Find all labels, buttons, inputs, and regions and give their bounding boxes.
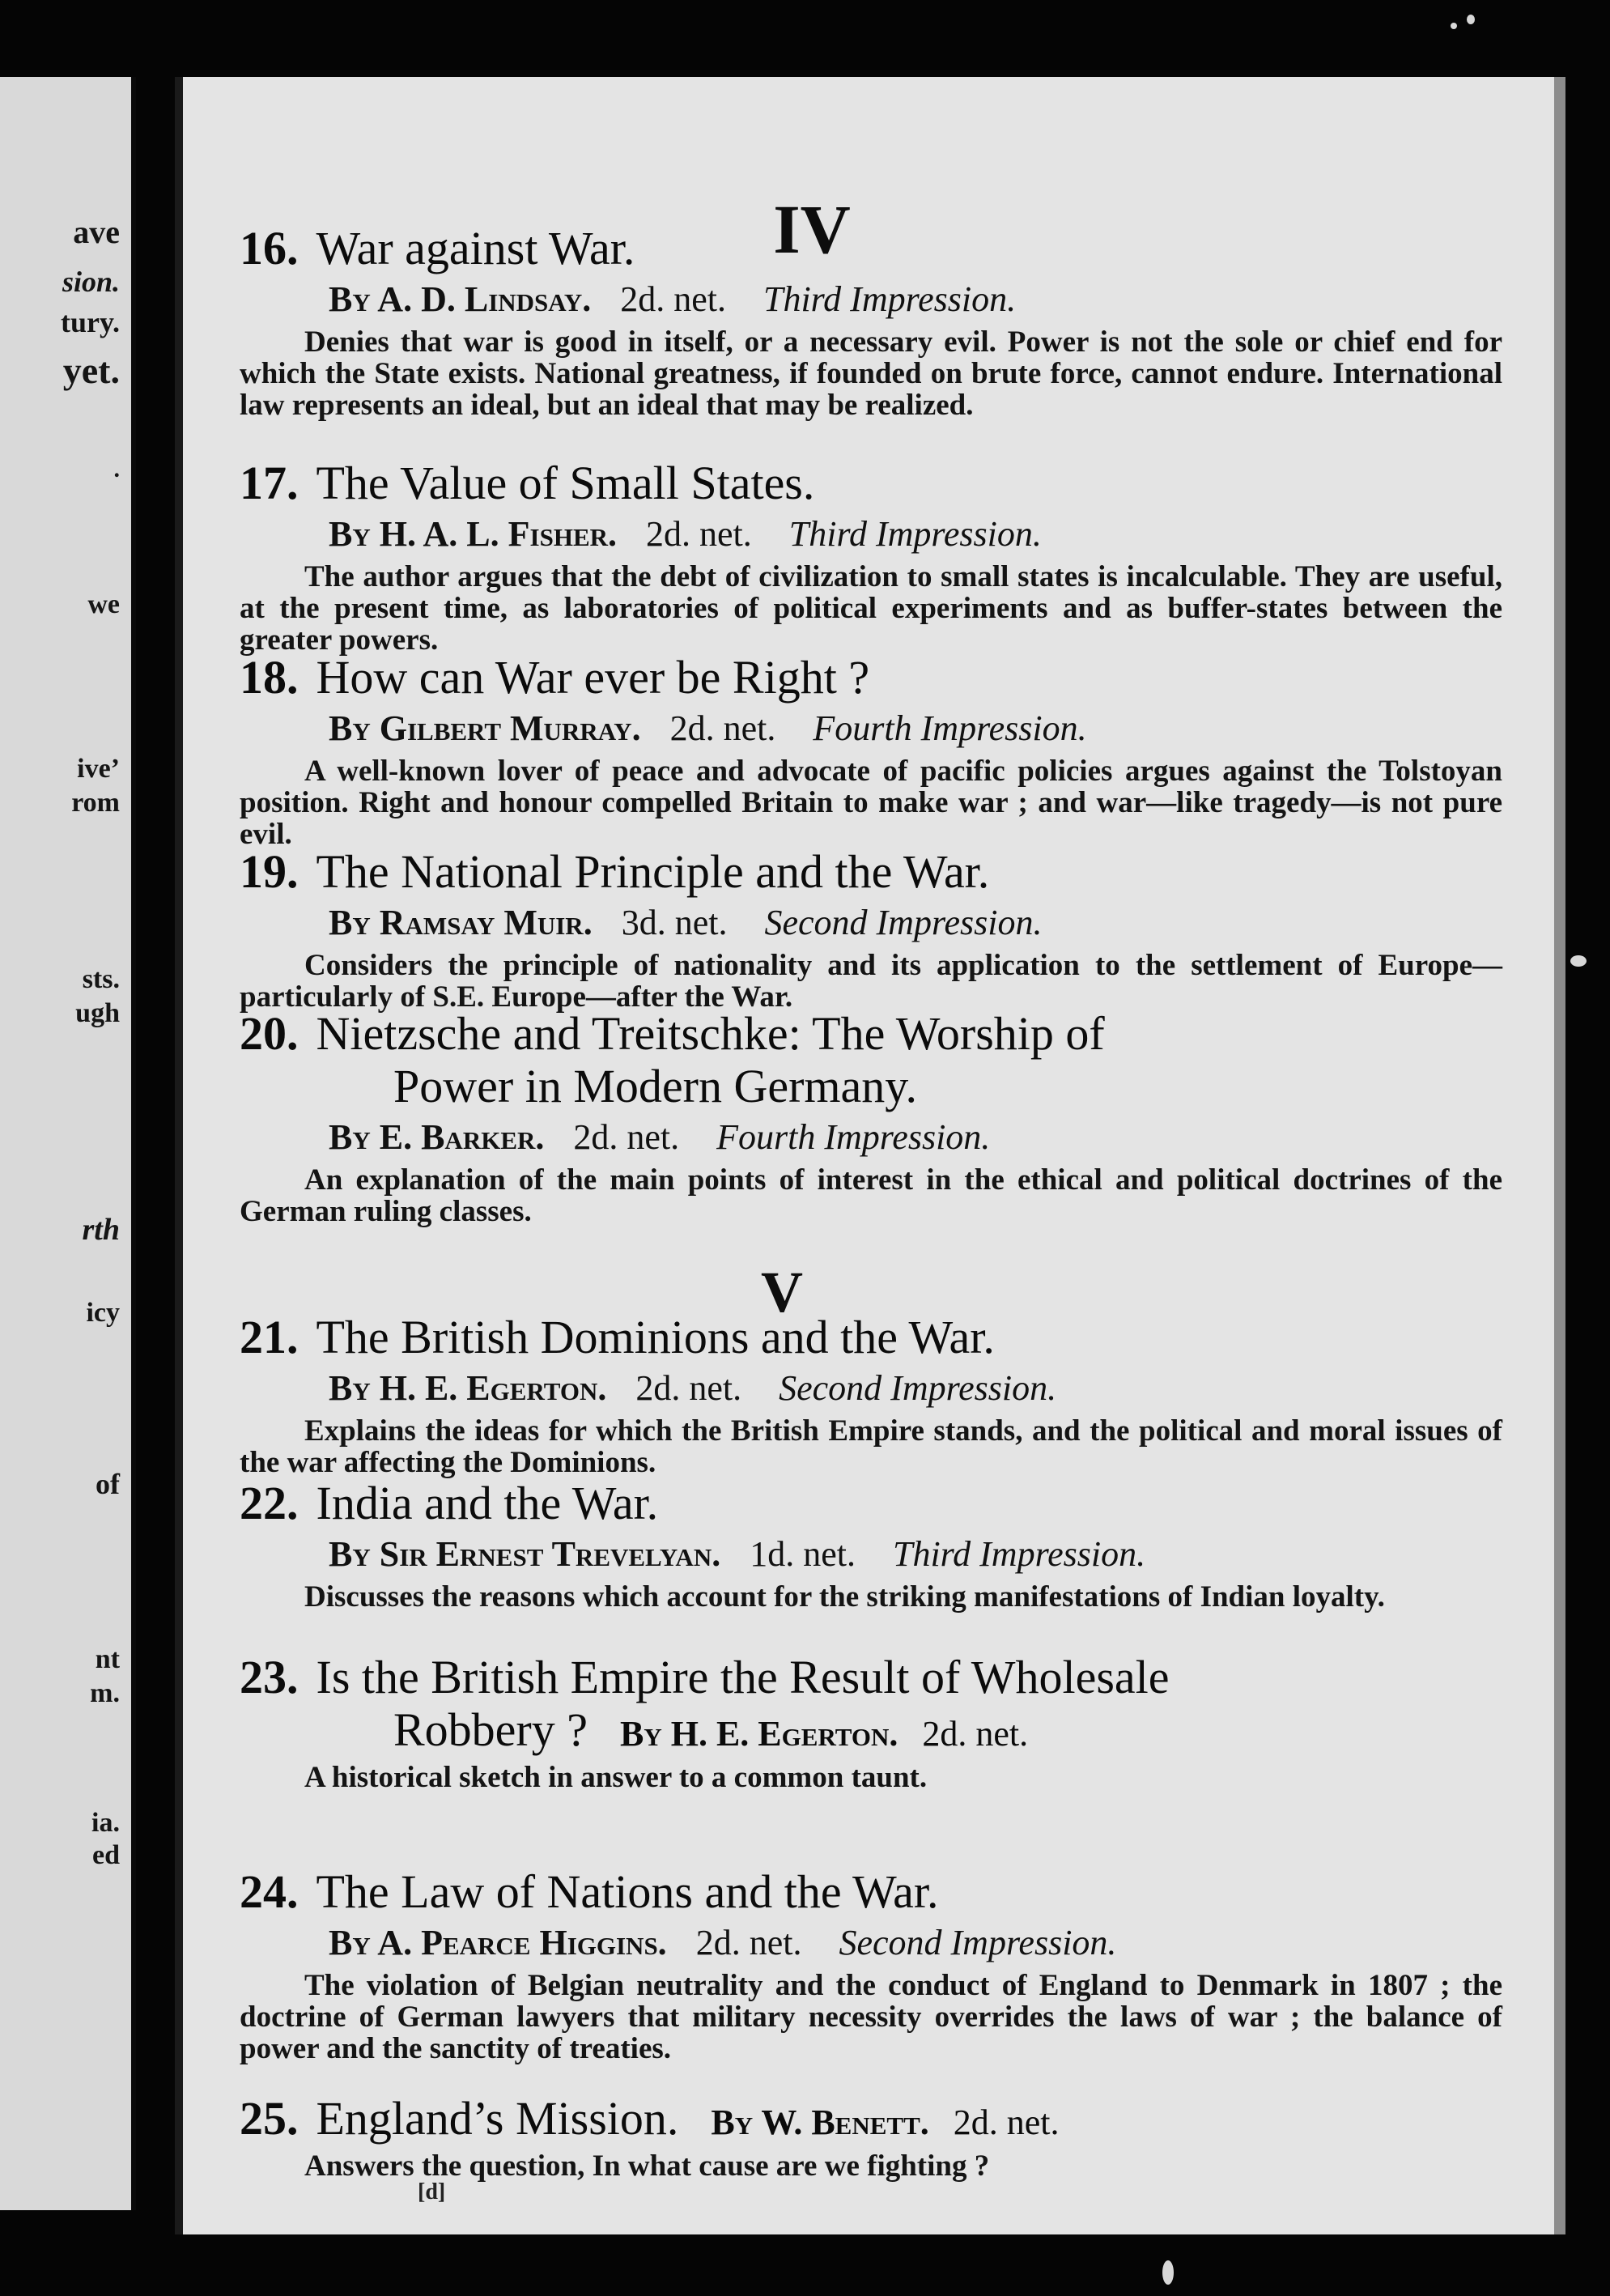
left-page-text: ave [73,214,120,250]
left-page-text: ugh [75,998,120,1028]
left-page-text: tury. [60,306,120,338]
catalogue-entry-24 [240,1866,1502,2064]
entry-impression: Second Impression. [839,1922,1117,1962]
entry-description: A historical sketch in answer to a common taunt. [304,1760,928,1794]
entry-title-text: The Law of Nations and the War. [316,1865,939,1918]
left-page-text: rom [71,788,120,818]
entry-byline [240,278,1502,321]
entry-description: Explains the ideas for which the British Empire stands, and the political and moral issues of the war affecting the Dominions. [240,1414,1502,1479]
entry-title [240,457,1502,510]
entry-title-text: India and the War. [316,1477,659,1529]
entry-description: The author argues that the debt of civilization to small states is incalculable. They are useful, at the present time, as laboratories of political experiments and as buffer-states between the greater powers. [240,559,1502,657]
entry-title-text: The Value of Small States. [316,457,815,509]
entry-title [240,1312,1502,1364]
entry-title [240,1866,1502,1919]
dust-speck [1451,23,1457,29]
catalogue-page [175,77,1565,2234]
left-page-fragment [0,77,136,2210]
catalogue-entry-16 [240,223,1502,421]
entry-description: Considers the principle of nationality and its application to the settlement of Europe—particularly of S.E. Europe—after the War. [240,948,1502,1014]
dust-speck [1467,15,1475,24]
entry-title [240,223,1502,275]
entry-author: By A. Pearce Higgins. [329,1922,667,1962]
left-page-text: m. [90,1678,120,1708]
entry-title-text: England’s Mission. [316,2092,679,2145]
entry-number: 22. [240,1477,299,1529]
left-page-text: icy [86,1298,120,1328]
entry-title-text: Nietzsche and Treitschke: The Worship of [316,1007,1105,1060]
entry-title-text: The National Principle and the War. [316,845,990,898]
entry-impression: Fourth Impression. [813,708,1087,748]
entry-price: 2d. net. [646,513,752,554]
entry-impression: Third Impression. [763,278,1017,319]
entry-impression: Third Impression. [788,513,1042,554]
entry-byline [620,1714,1028,1754]
left-page-text: ed [92,1840,120,1870]
entry-title [240,1652,1502,1757]
entry-title [240,846,1502,899]
entry-title-continuation: Power in Modern Germany. [393,1059,917,1112]
entry-author: By Sir Ernest Trevelyan. [329,1533,721,1574]
entry-author: By Ramsay Muir. [329,902,593,942]
left-page-text: . [113,456,120,483]
section-numeral-iv: IV [773,190,851,268]
entry-title-text: War against War. [316,222,635,274]
entry-title [240,1008,1502,1113]
entry-impression: Third Impression. [892,1533,1146,1574]
catalogue-entry-21 [240,1312,1502,1478]
entry-author: By W. Benett. [711,2103,929,2142]
entry-description: The violation of Belgian neutrality and the conduct of England to Denmark in 1807 ; the doctrine of German lawyers that military necessity overrides the laws of war ; the balance of power and the sanctity of treaties. [240,1968,1502,2066]
entry-price: 2d. net. [573,1116,680,1157]
catalogue-entry-23 [240,1652,1502,1793]
entry-author: By H. E. Egerton. [329,1367,607,1408]
entry-title-text: Is the British Empire the Result of Wholesale [316,1651,1170,1703]
left-page-text: rth [82,1213,120,1247]
entry-number: 21. [240,1311,299,1363]
entry-number: 24. [240,1865,299,1918]
section-numeral-v: V [761,1260,803,1324]
entry-title-continuation-text: Robbery ? [393,1703,588,1756]
entry-byline [711,2103,1059,2142]
entry-impression: Second Impression. [764,902,1043,942]
entry-number: 23. [240,1651,299,1703]
entry-author: By E. Barker. [329,1116,545,1157]
catalogue-entry-19 [240,846,1502,1013]
entry-number: 18. [240,651,299,704]
entry-price: 2d. net. [922,1713,1029,1754]
left-page-text: ive’ [77,754,120,784]
entry-title [240,652,1502,704]
left-page-text: nt [95,1644,120,1674]
catalogue-entry-18 [240,652,1502,850]
left-page-text: ia. [91,1808,120,1838]
left-page-text: of [96,1468,120,1500]
entry-description: Answers the question, In what cause are we fighting ? [304,2149,990,2183]
left-page-text: sts. [82,964,120,994]
catalogue-entry-22 [240,1478,1502,1613]
entry-price: 2d. net. [620,278,726,319]
entry-description: Discusses the reasons which account for the striking manifestations of Indian loyalty. [304,1580,1385,1614]
signature-mark: [d] [418,2179,446,2205]
entry-description: An explanation of the main points of interest in the ethical and political doctrines of the German ruling classes. [240,1163,1502,1228]
entry-price: 2d. net. [695,1922,802,1962]
dust-speck [1570,955,1587,967]
entry-number: 16. [240,222,299,274]
entry-number: 17. [240,457,299,509]
entry-price: 2d. net. [635,1367,742,1408]
entry-title-text: How can War ever be Right ? [316,651,870,704]
entry-impression: Fourth Impression. [716,1116,991,1157]
left-page-text: yet. [62,350,120,391]
entry-author: By H. A. L. Fisher. [329,513,618,554]
left-page-text: sion. [62,266,120,298]
entry-title-text: The British Dominions and the War. [316,1311,995,1363]
entry-title [240,2093,1502,2145]
entry-author: By A. D. Lindsay. [329,278,592,319]
entry-number: 19. [240,845,299,898]
catalogue-entry-25 [240,2093,1502,2182]
entry-number: 25. [240,2092,299,2145]
entry-byline [240,1116,1502,1159]
catalogue-entry-20 [240,1008,1502,1227]
entry-price: 1d. net. [750,1533,856,1574]
entry-price: 3d. net. [621,902,728,942]
left-page-text: we [87,589,120,619]
entry-description: Denies that war is good in itself, or a necessary evil. Power is not the sole or chief end for which the State exists. National greatness, if founded on brute force, cannot endure. International law represents an ideal, but an ideal that may be realized. [240,325,1502,423]
entry-number: 20. [240,1007,299,1060]
entry-author: By Gilbert Murray. [329,708,641,748]
entry-description: A well-known lover of peace and advocate of pacific policies argues against the Tolstoyan position. Right and honour compelled Britain to make war ; and war—like tragedy—is not pure evil. [240,754,1502,852]
entry-byline [240,902,1502,945]
dust-speck [1162,2260,1174,2285]
entry-title [240,1478,1502,1530]
entry-byline [240,1367,1502,1410]
entry-title-continuation [240,1704,1502,1757]
entry-price: 2d. net. [953,2103,1060,2142]
entry-impression: Second Impression. [779,1367,1057,1408]
catalogue-entry-17 [240,457,1502,656]
entry-author: By H. E. Egerton. [620,1713,898,1754]
entry-byline [240,708,1502,750]
entry-byline [240,1922,1502,1965]
entry-price: 2d. net. [669,708,776,748]
entry-byline [240,1533,1502,1576]
entry-byline [240,513,1502,556]
